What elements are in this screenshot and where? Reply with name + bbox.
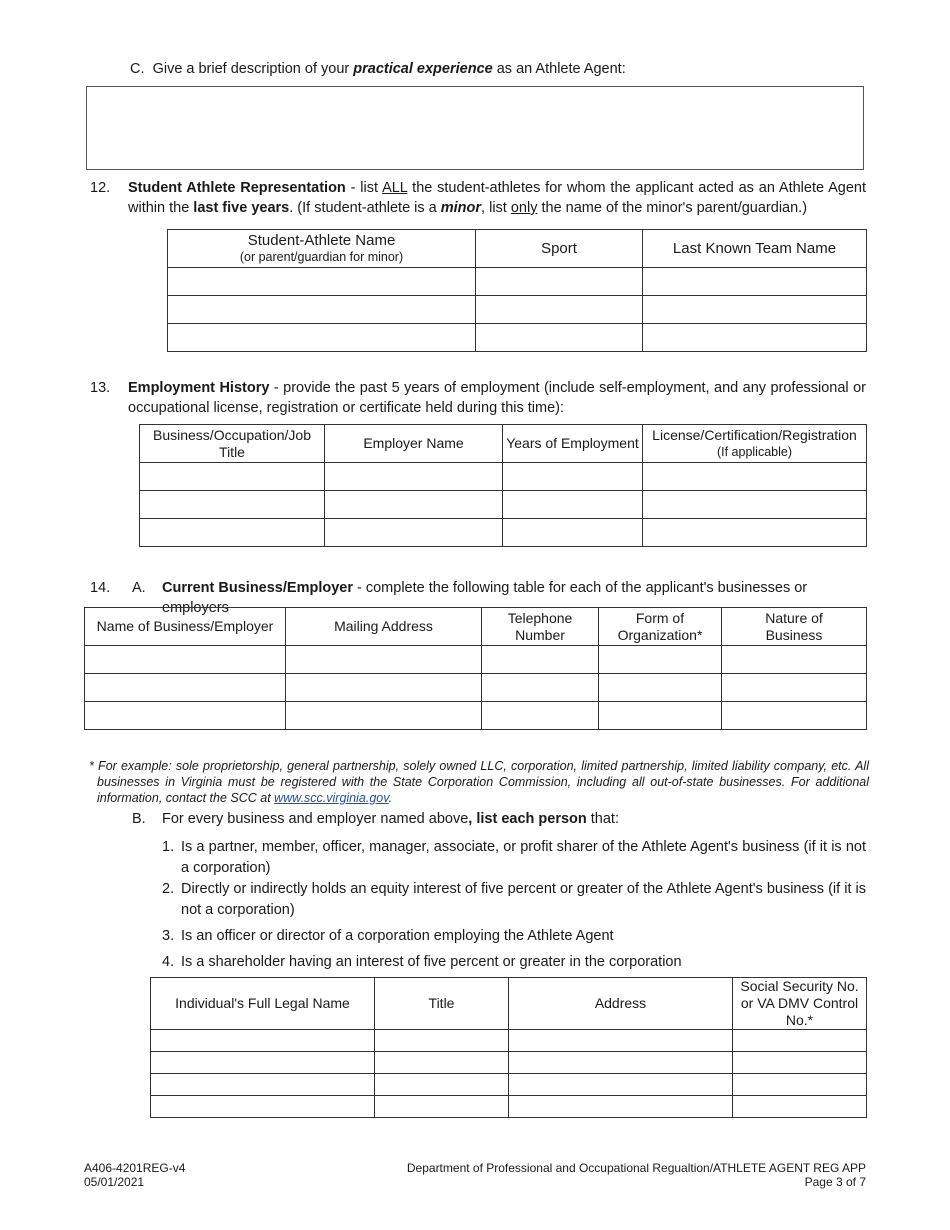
item12-t1: - list [345,180,383,196]
header-full-legal-name: Individual's Full Legal Name [151,978,375,1030]
student-athlete-name-cell[interactable] [168,268,476,296]
section-c-prefix: Give a brief description of your [152,61,350,77]
header-title: Title [375,978,509,1030]
current-business-table [84,607,867,730]
title-cell[interactable] [375,1096,509,1118]
header-nature-of-business [722,608,867,646]
nature-cell[interactable] [722,702,867,730]
team-cell[interactable] [643,296,867,324]
footnote-end: . [388,791,393,805]
form-of-organization-footnote [89,758,869,806]
license-cell[interactable] [643,491,867,519]
list-item-3-text: Is an officer or director of a corporation employing the Athlete Agent [181,928,614,944]
address-cell[interactable] [509,1074,733,1096]
item14-body: - complete the following table for each of the applicant's businesses or employers [162,580,808,616]
mailing-address-cell[interactable] [286,646,482,674]
item12-t3: . (If student-athlete is a [289,200,441,216]
business-name-cell[interactable] [85,674,286,702]
employment-header-row [140,425,867,463]
years-cell[interactable] [503,463,643,491]
table-row [85,674,867,702]
item14-title: Current Business/Employer [162,580,353,596]
table-row [140,519,867,547]
nature-cell[interactable] [722,674,867,702]
table-row [151,1030,867,1052]
business-name-cell[interactable] [85,702,286,730]
footnote-text: * For example: sole proprietorship, general partnership, solely owned LLC, corporation, limited partnership, limited liability company, etc. All businesses in Virginia must be registered with the State Corporation Commission, including all out-of-state businesses. For additional information, contact the SCC at [89,759,869,805]
section-c-suffix: as an Athlete Agent: [496,61,626,77]
job-title-cell[interactable] [140,491,325,519]
header-employer-name: Employer Name [325,425,503,463]
footer-department: Department of Professional and Occupational Regualtion/ATHLETE AGENT REG APP [406,1161,866,1175]
item12-last5: last five years [193,200,290,216]
list-item-1-number: 1. [162,839,175,855]
header-student-athlete-name [168,230,476,268]
sport-cell[interactable] [476,324,643,352]
team-cell[interactable] [643,268,867,296]
section-b-emphasis: , list each person [468,811,587,827]
telephone-cell[interactable] [482,646,599,674]
employer-cell[interactable] [325,491,503,519]
employer-cell[interactable] [325,519,503,547]
legal-name-cell[interactable] [151,1096,375,1118]
table-row [140,463,867,491]
legal-name-cell[interactable] [151,1030,375,1052]
persons-table [150,977,867,1118]
student-athlete-name-cell[interactable] [168,296,476,324]
list-item-2-text: Directly or indirectly holds an equity interest of five percent or greater of the Athlete Agent's business (if it is not a corporation) [181,881,866,918]
form-cell[interactable] [599,702,722,730]
ssn-cell[interactable] [733,1096,867,1118]
mailing-address-cell[interactable] [286,702,482,730]
student-athlete-header-row [168,230,867,268]
list-item-2-number: 2. [162,881,175,897]
ssn-cell[interactable] [733,1030,867,1052]
header-nature-text: Nature of Business [765,609,823,643]
footer-form-id: A406-4201REG-v4 [84,1161,186,1175]
business-header-row [85,608,867,646]
license-cell[interactable] [643,463,867,491]
years-cell[interactable] [503,491,643,519]
ssn-cell[interactable] [733,1052,867,1074]
list-item-3-number: 3. [162,928,175,944]
student-athlete-table [167,229,867,352]
header-sport: Sport [476,230,643,268]
address-cell[interactable] [509,1030,733,1052]
item12-t5: the name of the minor's parent/guardian.) [537,200,808,216]
years-cell[interactable] [503,519,643,547]
team-cell[interactable] [643,324,867,352]
address-cell[interactable] [509,1096,733,1118]
section-b-prompt [162,809,619,829]
item13-number: 13. [90,380,111,396]
employment-history-table [139,424,867,547]
license-cell[interactable] [643,519,867,547]
employer-cell[interactable] [325,463,503,491]
scc-website-link[interactable]: www.scc.virginia.gov [274,791,389,805]
item12-text [128,178,866,218]
item12-t4: , list [481,200,511,216]
item12-title: Student Athlete Representation [128,180,346,196]
legal-name-cell[interactable] [151,1074,375,1096]
telephone-cell[interactable] [482,702,599,730]
legal-name-cell[interactable] [151,1052,375,1074]
form-cell[interactable] [599,674,722,702]
item12-only: only [510,200,538,216]
table-row [151,1074,867,1096]
header-name-main: Student-Athlete Name [247,231,396,249]
table-row [168,268,867,296]
item12-all: ALL [382,180,408,196]
footer-page-number: Page 3 of 7 [804,1175,866,1189]
item12-t2: the student-athletes for whom the applicant acted as an Athlete Agent within the [128,180,866,216]
header-form-of-organization [599,608,722,646]
ssn-cell[interactable] [733,1074,867,1096]
table-row [85,702,867,730]
sport-cell[interactable] [476,268,643,296]
item14-letter: A. [132,580,146,596]
list-item-1-text: Is a partner, member, officer, manager, associate, or profit sharer of the Athlete Agent's business (if it is not a corporation) [181,839,866,876]
header-name-sub: (or parent/guardian for minor) [239,249,404,264]
header-job-title: Business/Occupation/Job Title [140,425,325,463]
footer-date: 05/01/2021 [84,1175,145,1189]
form-cell[interactable] [599,646,722,674]
header-years-of-employment: Years of Employment [503,425,643,463]
title-cell[interactable] [375,1074,509,1096]
title-cell[interactable] [375,1052,509,1074]
header-telephone: Telephone Number [482,608,599,646]
job-title-cell[interactable] [140,519,325,547]
header-form-text: Form of Organization* [617,609,703,643]
footer-right [407,1161,866,1189]
table-row [168,296,867,324]
section-b-letter: B. [132,811,146,827]
section-c-letter: C. [130,61,145,77]
persons-header-row [151,978,867,1030]
footer-left [84,1161,185,1189]
address-cell[interactable] [509,1052,733,1074]
student-athlete-name-cell[interactable] [168,324,476,352]
item14-number: 14. [90,580,111,596]
section-b-suffix: that: [586,811,619,827]
telephone-cell[interactable] [482,674,599,702]
section-b-prefix: For every business and employer named above [162,811,469,827]
practical-experience-textbox[interactable] [86,86,864,170]
header-address: Address [509,978,733,1030]
header-last-known-team: Last Known Team Name [643,230,867,268]
item13-body: - provide the past 5 years of employment (include self-employment, and any professional or occupational license, registration or certificate held during this time): [128,380,866,416]
item13-title: Employment History [128,380,270,396]
item13-text [128,378,866,418]
section-c-prompt [130,59,626,79]
section-c-emphasis: practical experience [353,61,493,77]
header-license-sub: (If applicable) [716,444,793,459]
header-business-name: Name of Business/Employer [85,608,286,646]
item12-number: 12. [90,180,111,196]
business-name-cell[interactable] [85,646,286,674]
title-cell[interactable] [375,1030,509,1052]
nature-cell[interactable] [722,646,867,674]
table-row [151,1052,867,1074]
header-ssn-dmv: Social Security No. or VA DMV Control No.* [733,978,867,1030]
header-license [643,425,867,463]
mailing-address-cell[interactable] [286,674,482,702]
list-item-4-number: 4. [162,954,175,970]
table-row [151,1096,867,1118]
item12-minor: minor [440,200,482,216]
job-title-cell[interactable] [140,463,325,491]
table-row [140,491,867,519]
sport-cell[interactable] [476,296,643,324]
table-row [85,646,867,674]
list-item-4-text: Is a shareholder having an interest of five percent or greater in the corporation [181,954,682,970]
header-mailing-address: Mailing Address [286,608,482,646]
table-row [168,324,867,352]
header-license-main: License/Certification/Registration [652,426,857,443]
